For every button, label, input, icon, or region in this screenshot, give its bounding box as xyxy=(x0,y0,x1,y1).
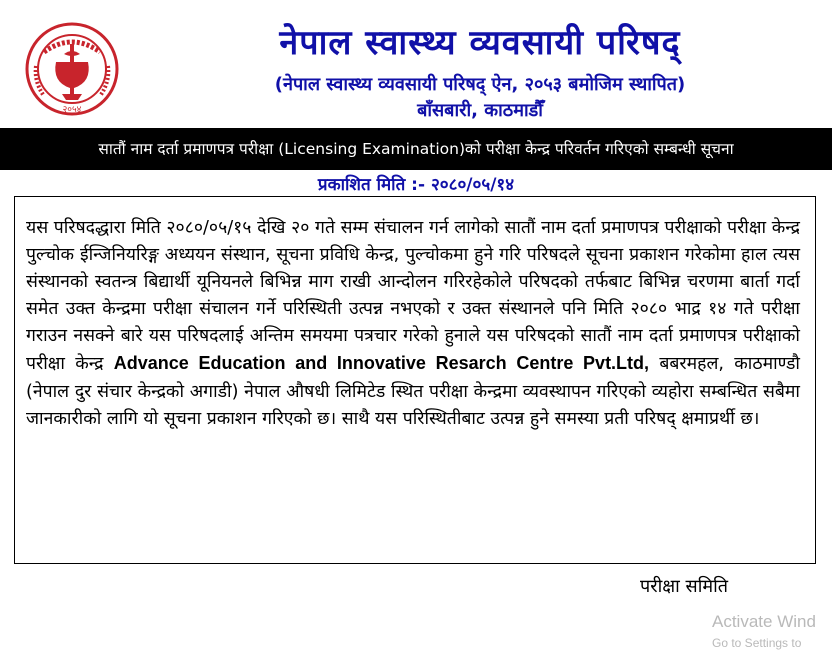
signature-committee: परीक्षा समिति xyxy=(640,576,729,597)
logo-year: २०५४ xyxy=(62,105,82,115)
activation-watermark-line-1: Activate Wind xyxy=(712,612,816,631)
publish-date: प्रकाशित मिति :- २०८०/०५/१४ xyxy=(317,175,515,195)
notice-title-banner: सातौं नाम दर्ता प्रमाणपत्र परीक्षा (Licensing Examination)को परीक्षा केन्द्र परिवर्तन गरिएको सम्बन्धी सूचना xyxy=(0,128,832,170)
council-subtitle: (नेपाल स्वास्थ्य व्यवसायी परिषद् ऐन, २०५३ बमोजिम स्थापित) xyxy=(274,74,686,95)
council-logo-seal xyxy=(22,22,122,118)
exam-center-name: Advance Education and Innovative Resarch Centre Pvt.Ltd, xyxy=(113,353,650,374)
council-address: बाँसबारी, काठमाडौँ xyxy=(417,100,543,121)
body-part-2: बबरमहल, काठमाण्डौ (नेपाल दुर संचार केन्द्रको अगाडी) नेपाल औषधी लिमिटेड स्थित परीक्षा केन्द्रमा व्यवस्थापन गरिएको व्यहोरा सम्बन्धित सबैमा जानकारीको लागि यो सूचना प्रकाशन गरिएको छ। साथै यस परिस्थितीबाट उत्पन्न हुने समस्या प्रती परिषद् क्षमाप्रर्थी छ। xyxy=(26,354,800,429)
body-part-1: यस परिषदद्धारा मिति २०८०/०५/१५ देखि २० गते सम्म संचालन गर्न लागेको सातौं नाम दर्ता प्रमाणपत्र परीक्षाको परीक्षा केन्द्र पुल्चोक ईन्जिनियरिङ्ग अध्ययन संस्थान, सूचना प्रविधि केन्द्र, पुल्चोकमा हुने गरि परिषदले सूचना प्रकाशन गरेकोमा हाल त्यस संस्थानको स्वतन्त्र बिद्यार्थी यूनियनले बिभिन्न माग राखी आन्दोलन गरिरहेकोले परिषदको तर्फबाट बिभिन्न चरणमा बार्ता गर्दा समेत उक्त केन्द्रमा परीक्षा संचालन गर्ने परिस्थिती उत्पन्न नभएको र उक्त संस्थानले पनि मिति २०८० भाद्र १४ गते परीक्षा गराउन नसक्ने बारे यस परिषदलाई अन्तिम समयमा पत्रचार गरेको हुनाले यस परिषदको सातौं नाम दर्ता प्रमाणपत्र परीक्षाको परीक्षा केन्द्र xyxy=(26,218,800,375)
activation-watermark-line-2: Go to Settings to xyxy=(712,636,802,650)
notice-body-text xyxy=(26,215,800,433)
council-title: नेपाल स्वास्थ्य व्यवसायी परिषद् xyxy=(279,23,681,63)
